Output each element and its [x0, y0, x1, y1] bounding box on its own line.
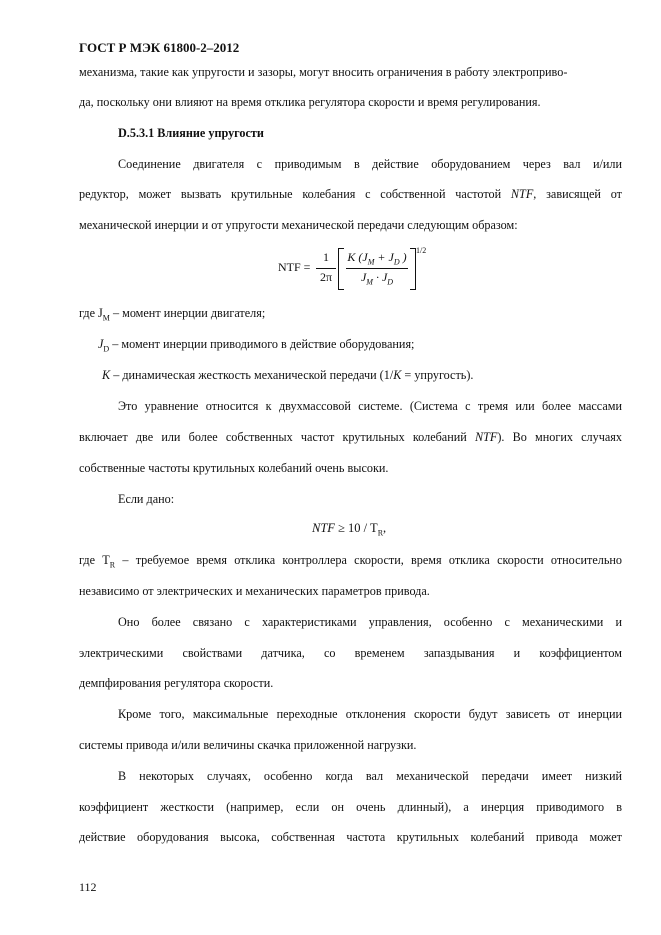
- where-line: [102, 360, 473, 391]
- subscript: R: [377, 528, 384, 538]
- left-bracket: [338, 248, 344, 290]
- formula-denominator: [346, 270, 408, 286]
- ntf-formula: [278, 248, 438, 292]
- paragraph-line: Кроме того, максимальные переходные отклонения скорости будут зависеть от инерции: [118, 707, 622, 721]
- text: ,: [383, 521, 387, 535]
- text: = упругость).: [401, 368, 474, 382]
- text: ): [399, 250, 407, 264]
- text: – требуемое время отклика контроллера скорости, время отклика скорости относительно: [115, 553, 622, 567]
- fraction-bar: [316, 268, 336, 269]
- subscript: D: [393, 257, 400, 267]
- subscript: M: [366, 277, 373, 287]
- text: редуктор, может вызвать крутильные колебания с собственной частотой: [79, 187, 511, 201]
- subscript: D: [387, 277, 394, 287]
- subscript: D: [103, 344, 110, 354]
- text: механизма, такие как упругости и зазоры, могут вносить ограничения в работу электроприво-: [79, 65, 568, 79]
- subscript: M: [102, 313, 110, 323]
- paragraph-line: да, поскольку они влияют на время отклика регулятора скорости и время регулирования.: [79, 95, 541, 109]
- paragraph-line: В некоторых случаях, особенно когда вал механической передачи имеет низкий: [118, 769, 622, 783]
- paragraph-line: [79, 422, 622, 453]
- text: включает две или более собственных частот крутильных колебаний: [79, 430, 475, 444]
- text: NTF: [312, 521, 335, 535]
- text: где J: [79, 306, 103, 320]
- formula-lhs: NTF =: [278, 260, 311, 274]
- text: K: [393, 368, 402, 382]
- text: J: [98, 337, 104, 351]
- paragraph-line: [79, 179, 622, 210]
- text: + J: [374, 250, 394, 264]
- paragraph-line: действие оборудования высока, собственная частота крутильных колебаний привода может: [79, 830, 622, 844]
- ntf-symbol: NTF: [510, 187, 534, 201]
- paragraph-line: системы привода и/или величины скачка приложенной нагрузки.: [79, 738, 417, 752]
- subscript: R: [109, 560, 116, 570]
- paragraph-line: демпфирования регулятора скорости.: [79, 676, 274, 690]
- text: K: [102, 368, 111, 382]
- paragraph-line: Оно более связано с характеристиками управления, особенно с механическими и: [118, 615, 622, 629]
- paragraph-line: электрическими свойствами датчика, со временем запаздывания и коэффициентом: [79, 646, 622, 660]
- fraction-bar: [346, 268, 408, 269]
- paragraph-line: [79, 57, 622, 88]
- condition-formula: [312, 521, 386, 538]
- ntf-symbol: NTF: [474, 430, 498, 444]
- paragraph-line: Если дано:: [118, 492, 175, 506]
- document-header: ГОСТ Р МЭК 61800-2–2012: [79, 40, 240, 55]
- paragraph-line: механической инерции и от упругости механической передачи следующим образом:: [79, 218, 518, 232]
- k-symbol: K: [347, 250, 356, 264]
- text: J: [360, 270, 367, 284]
- formula-numerator: [346, 250, 408, 266]
- paragraph-line: коэффициент жесткости (например, если он очень длинный), а инерция приводимого в: [79, 800, 622, 814]
- formula-one: 1: [323, 250, 329, 264]
- text: ≥ 10 / T: [334, 521, 378, 535]
- text: – момент инерции приводимого в действие оборудования;: [109, 337, 415, 351]
- text: – момент инерции двигателя;: [109, 306, 266, 320]
- text: , зависящей от: [533, 187, 622, 201]
- subscript: M: [367, 257, 375, 267]
- paragraph-line: Это уравнение относится к двухмассовой системе. (Система с тремя или более массами: [118, 399, 622, 413]
- text: (J: [355, 250, 368, 264]
- page-number: 112: [79, 880, 97, 894]
- formula-two-pi: 2π: [319, 270, 333, 284]
- paragraph-line: Соединение двигателя с приводимым в действие оборудованием через вал и/или: [118, 157, 622, 171]
- text: где T: [79, 553, 110, 567]
- paragraph-line: собственные частоты крутильных колебаний очень высоки.: [79, 461, 389, 475]
- text: · J: [372, 270, 388, 284]
- section-heading: D.5.3.1 Влияние упругости: [118, 126, 264, 140]
- text: – динамическая жесткость механической передачи (1/: [110, 368, 394, 382]
- text: ). Во многих случаях: [497, 430, 622, 444]
- formula-exponent: 1/2: [416, 246, 427, 255]
- paragraph-line: независимо от электрических и механических параметров привода.: [79, 584, 430, 598]
